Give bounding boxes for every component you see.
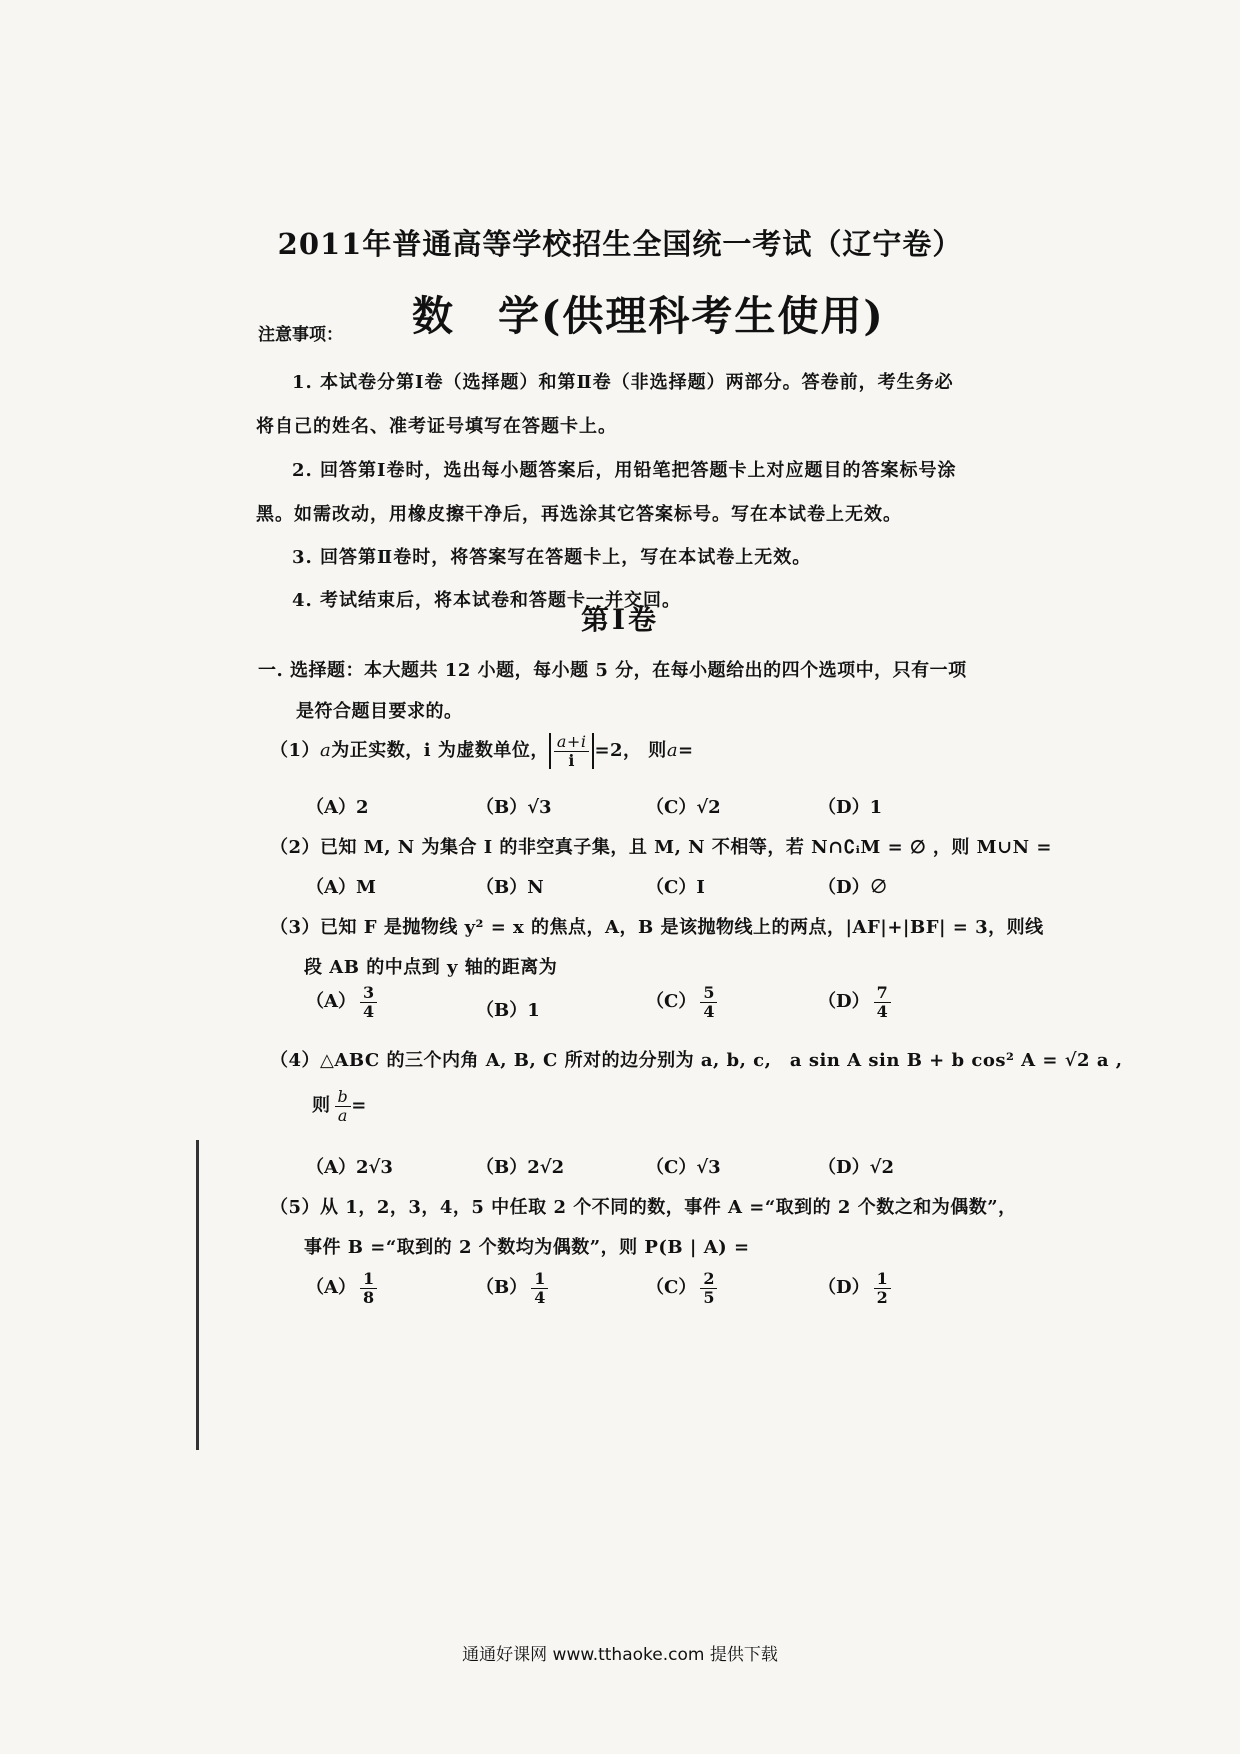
notes-label: 注意事项： bbox=[258, 325, 343, 345]
q4-frac-den: a bbox=[337, 1105, 348, 1125]
q5-option-c-num: 2 bbox=[700, 1270, 717, 1289]
q4-option-b: （B）2√2 bbox=[476, 1157, 565, 1178]
q1-option-d: （D）1 bbox=[818, 797, 883, 818]
q3-option-a bbox=[306, 984, 377, 1020]
section-intro-line-2: 是符合题目要求的。 bbox=[296, 701, 463, 722]
q5-option-c bbox=[646, 1270, 717, 1306]
q4-then: 则 bbox=[312, 1095, 331, 1117]
q5-option-d-label: （D） bbox=[818, 1277, 870, 1299]
q5-option-b bbox=[476, 1270, 548, 1306]
exam-title: 2011年普通高等学校招生全国统一考试（辽宁卷） bbox=[277, 227, 963, 261]
volume-heading: 第Ⅰ卷 bbox=[580, 603, 660, 636]
q3-option-a-den: 4 bbox=[362, 1001, 375, 1021]
q3-option-d-num: 7 bbox=[874, 984, 891, 1003]
q1-number: （1） bbox=[270, 740, 321, 762]
note-line-1: 1. 本试卷分第Ⅰ卷（选择题）和第Ⅱ卷（非选择题）两部分。答卷前，考生务必 bbox=[292, 372, 954, 393]
q1-text-2: =2， 则 bbox=[594, 740, 667, 762]
q3-option-c bbox=[646, 984, 717, 1020]
question-5-line-1: （5）从 1，2，3，4，5 中任取 2 个不同的数，事件 A =“取到的 2 个数之和为偶数”， bbox=[270, 1197, 1017, 1218]
note-line-3: 2. 回答第Ⅰ卷时，选出每小题答案后，用铅笔把答题卡上对应题目的答案标号涂 bbox=[292, 460, 957, 481]
q1-text: 为正实数，i 为虚数单位， bbox=[331, 740, 549, 762]
question-5-line-2: 事件 B =“取到的 2 个数均为偶数”，则 P(B | A) = bbox=[304, 1237, 750, 1258]
q3-option-c-num: 5 bbox=[700, 984, 717, 1003]
q5-option-c-den: 5 bbox=[703, 1287, 715, 1307]
q5-option-a-den: 8 bbox=[362, 1287, 375, 1307]
q1-var-end: a bbox=[666, 740, 679, 762]
question-4-line-1: （4）△ABC 的三个内角 A, B, C 所对的边分别为 a, b, c, a sin A sin B + b cos² A = √2 a , bbox=[270, 1050, 1123, 1071]
note-line-6: 4. 考试结束后，将本试卷和答题卡一并交回。 bbox=[292, 590, 682, 611]
q5-option-c-label: （C） bbox=[646, 1277, 697, 1299]
q3-option-d-label: （D） bbox=[818, 991, 870, 1013]
q3-option-d-den: 4 bbox=[876, 1001, 888, 1021]
q5-option-a-label: （A） bbox=[306, 1277, 356, 1299]
q1-frac-den: i bbox=[568, 750, 575, 770]
q3-option-a-label: （A） bbox=[306, 991, 356, 1013]
question-4-line-2 bbox=[312, 1088, 367, 1124]
q2-option-d: （D）∅ bbox=[818, 877, 888, 898]
q2-option-c: （C）I bbox=[646, 877, 705, 898]
q3-option-a-num: 3 bbox=[360, 984, 377, 1003]
q5-option-b-label: （B） bbox=[476, 1277, 528, 1299]
q1-option-c: （C）√2 bbox=[646, 797, 721, 818]
q4-eq: = bbox=[351, 1095, 367, 1117]
q4-option-c: （C）√3 bbox=[646, 1157, 721, 1178]
q5-option-d-den: 2 bbox=[876, 1287, 888, 1307]
q4-frac-num: b bbox=[335, 1088, 352, 1107]
q1-eq: = bbox=[678, 740, 694, 762]
q4-option-d: （D）√2 bbox=[818, 1157, 894, 1178]
q1-modulus bbox=[549, 733, 595, 769]
question-3-line-1: （3）已知 F 是抛物线 y² = x 的焦点，A，B 是该抛物线上的两点，|AF|+|BF| = 3，则线 bbox=[270, 917, 1044, 938]
q3-option-c-label: （C） bbox=[646, 991, 697, 1013]
q5-option-d-num: 1 bbox=[874, 1270, 891, 1289]
q1-frac-num: a+i bbox=[554, 733, 590, 752]
q3-option-d bbox=[818, 984, 891, 1020]
q4-option-a: （A）2√3 bbox=[306, 1157, 393, 1178]
question-2: （2）已知 M, N 为集合 I 的非空真子集，且 M, N 不相等，若 N∩∁ᵢM = ∅ ，则 M∪N = bbox=[270, 837, 1052, 858]
q1-option-b: （B）√3 bbox=[476, 797, 552, 818]
subject-heading: 数 学(供理科考生使用) bbox=[412, 292, 885, 340]
q5-option-a bbox=[306, 1270, 377, 1306]
note-line-5: 3. 回答第Ⅱ卷时，将答案写在答题卡上，写在本试卷上无效。 bbox=[292, 547, 812, 568]
q3-option-b: （B）1 bbox=[476, 1000, 540, 1021]
q2-option-a: （A）M bbox=[306, 877, 376, 898]
q5-option-b-num: 1 bbox=[531, 1270, 548, 1289]
q5-option-b-den: 4 bbox=[534, 1287, 546, 1307]
footer-credit: 通通好课网 www.tthaoke.com 提供下载 bbox=[462, 1645, 778, 1665]
note-line-4: 黑。如需改动，用橡皮擦干净后，再选涂其它答案标号。写在本试卷上无效。 bbox=[256, 504, 902, 525]
q3-option-c-den: 4 bbox=[703, 1001, 715, 1021]
q5-option-a-num: 1 bbox=[360, 1270, 377, 1289]
note-line-2: 将自己的姓名、准考证号填写在答题卡上。 bbox=[256, 416, 617, 437]
q1-var-a: a bbox=[320, 740, 332, 762]
q1-option-a: （A）2 bbox=[306, 797, 369, 818]
q5-option-d bbox=[818, 1270, 891, 1306]
question-1 bbox=[270, 733, 694, 769]
question-3-line-2: 段 AB 的中点到 y 轴的距离为 bbox=[304, 957, 558, 978]
q2-option-b: （B）N bbox=[476, 877, 544, 898]
scan-margin-line bbox=[196, 1140, 199, 1450]
section-intro-line-1: 一. 选择题：本大题共 12 小题，每小题 5 分，在每小题给出的四个选项中，只有一项 bbox=[258, 660, 967, 681]
